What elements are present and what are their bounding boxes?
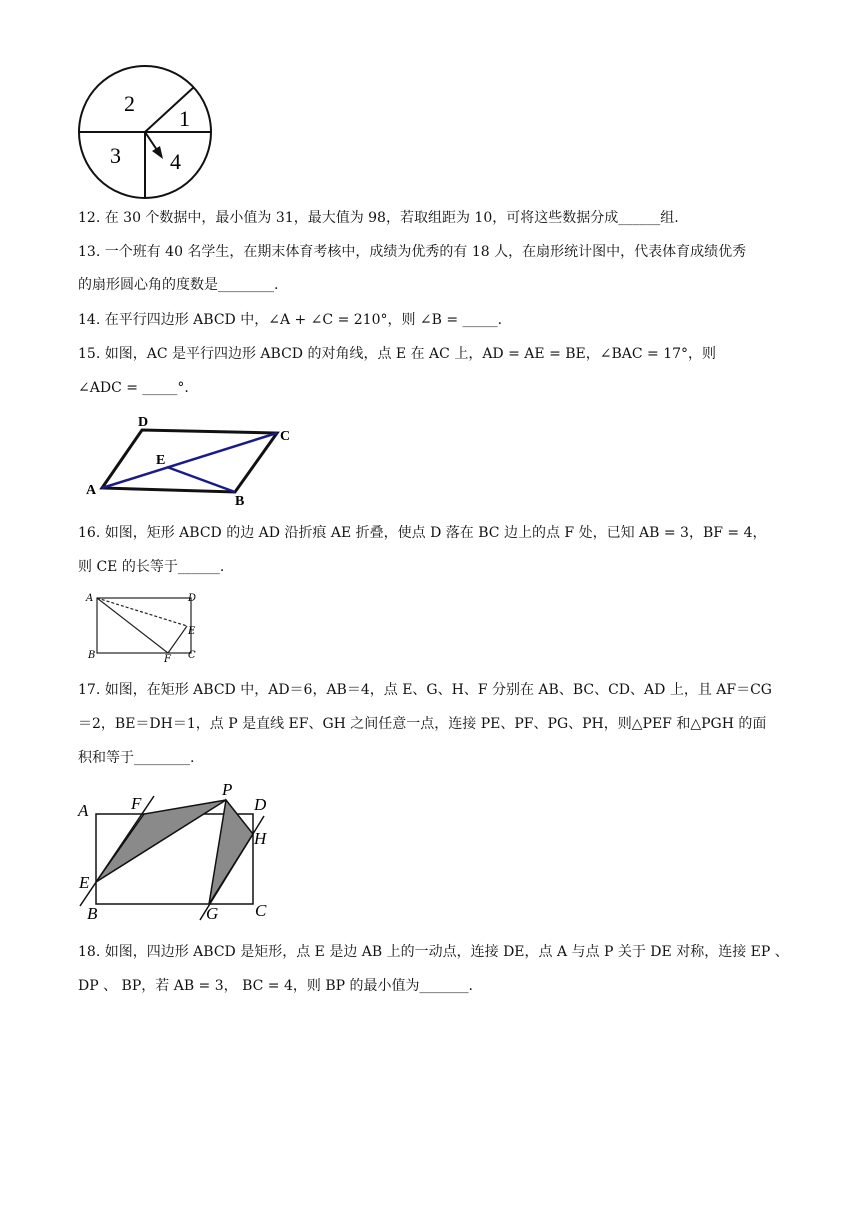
- question-12: 12. 在 30 个数据中，最小值为 31，最大值为 98，若取组距为 10，可将这些数据分成______组.: [78, 210, 679, 226]
- question-13-line-1: 13. 一个班有 40 名学生，在期末体育考核中，成绩为优秀的有 18 人，在扇形统计图中，代表体育成绩优秀: [78, 244, 747, 260]
- point-label-A: A: [86, 593, 94, 604]
- point-label-E: E: [79, 873, 90, 892]
- point-label-E: E: [156, 453, 166, 468]
- question-17-line-1: 17. 如图，在矩形 ABCD 中，AD＝6，AB＝4，点 E、G、H、F 分别在 AB、BC、CD、AD 上，且 AF＝CG: [78, 682, 772, 698]
- point-label-B: B: [235, 494, 245, 509]
- shaded-triangles-figure: [74, 778, 284, 926]
- point-label-D: D: [138, 415, 149, 430]
- question-16-line-2: 则 CE 的长等于______.: [78, 559, 225, 575]
- point-label-P: P: [222, 780, 233, 799]
- question-16-line-1: 16. 如图，矩形 ABCD 的边 AD 沿折痕 AE 折叠，使点 D 落在 BC 边上的点 F 处，已知 AB = 3，BF = 4，: [78, 525, 767, 541]
- point-label-A: A: [86, 483, 97, 498]
- point-label-B: B: [88, 650, 96, 661]
- sector-label-1: 1: [179, 106, 190, 131]
- question-17-line-2: ＝2，BE＝DH＝1，点 P 是直线 EF、GH 之间任意一点，连接 PE、PF、PG、PH，则△PEF 和△PGH 的面: [78, 716, 767, 732]
- point-label-F: F: [131, 794, 142, 813]
- point-label-A: A: [78, 801, 89, 820]
- question-18-line-1: 18. 如图，四边形 ABCD 是矩形，点 E 是边 AB 上的一动点，连接 DE，点 A 与点 P 关于 DE 对称，连接 EP 、: [78, 944, 789, 960]
- parallelogram-figure: [80, 410, 310, 510]
- question-18-line-2: DP 、 BP，若 AB = 3， BC = 4，则 BP 的最小值为_______.: [78, 978, 473, 994]
- point-label-C: C: [188, 650, 196, 661]
- point-label-G: G: [206, 904, 219, 923]
- point-label-B: B: [87, 904, 98, 923]
- point-label-F: F: [164, 654, 171, 662]
- point-label-C: C: [280, 429, 291, 444]
- question-17-line-3: 积和等于________.: [78, 750, 195, 766]
- spinner-figure: [76, 63, 216, 203]
- point-label-H: H: [254, 829, 267, 848]
- question-15-line-1: 15. 如图，AC 是平行四边形 ABCD 的对角线，点 E 在 AC 上，AD = AE = BE，∠BAC = 17°，则: [78, 346, 717, 362]
- sector-label-3: 3: [110, 143, 121, 168]
- point-label-D: D: [188, 593, 197, 604]
- sector-label-2: 2: [124, 91, 135, 116]
- point-label-D: D: [254, 795, 267, 814]
- point-label-E: E: [188, 626, 196, 637]
- question-14: 14. 在平行四边形 ABCD 中，∠A + ∠C = 210°，则 ∠B = _____.: [78, 312, 503, 328]
- sector-label-4: 4: [170, 149, 181, 174]
- question-13-line-2: 的扇形圆心角的度数是________.: [78, 277, 279, 293]
- point-label-C: C: [255, 901, 267, 920]
- folded-rectangle-figure: [84, 588, 214, 662]
- question-15-line-2: ∠ADC = _____°.: [78, 380, 189, 396]
